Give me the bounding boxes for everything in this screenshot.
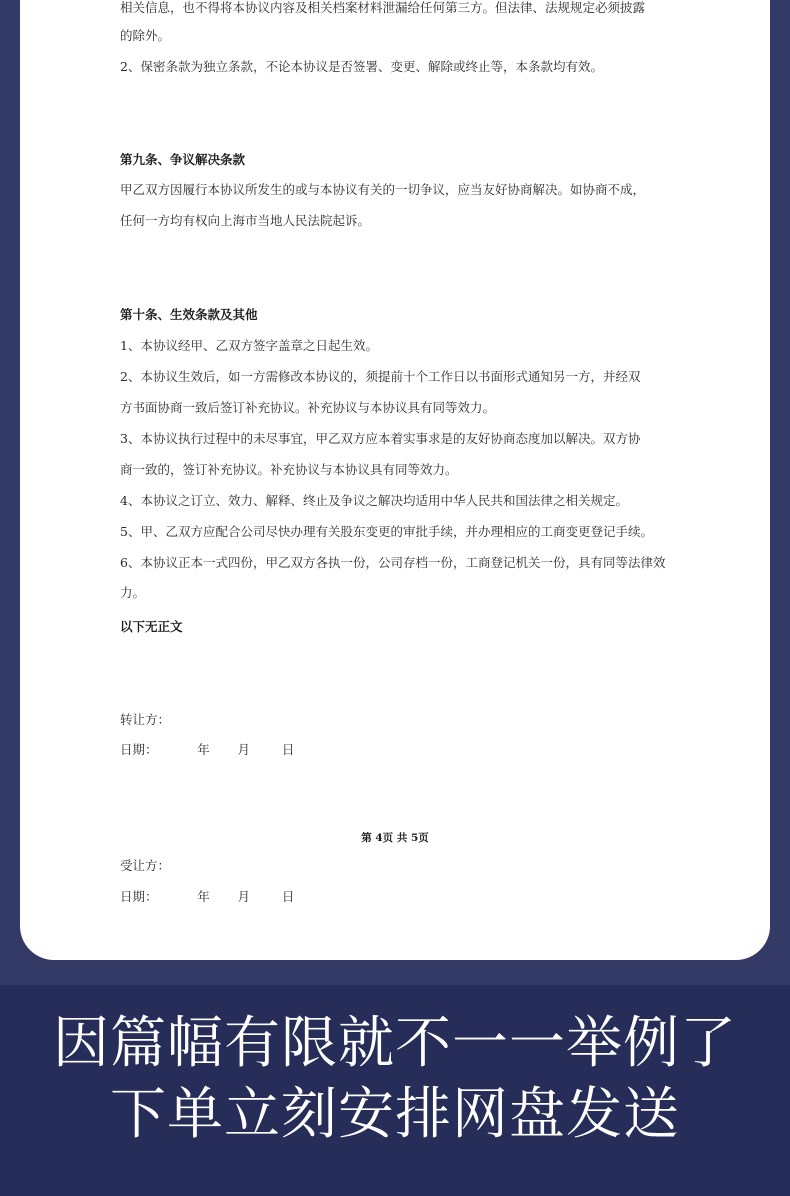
page-number: 第 4页 共 5页 xyxy=(361,832,429,844)
article-10-item: 4、本协议之订立、效力、解释、终止及争议之解决均适用中华人民共和国法律之相关规定。 xyxy=(120,493,628,508)
transferor-date: 日期： 年 月 日 xyxy=(120,742,295,757)
article-10-item: 方书面协商一致后签订补充协议。补充协议与本协议具有同等效力。 xyxy=(120,400,496,415)
article-9-line-1: 甲乙双方因履行本协议所发生的或与本协议有关的一切争议，应当友好协商解决。如协商不成， xyxy=(120,182,646,197)
banner-line-1: 因篇幅有限就不一一举例了 xyxy=(53,1011,737,1076)
article-10-item: 力。 xyxy=(120,585,146,600)
article-10-item: 3、本协议执行过程中的未尽事宜，甲乙双方应本着实事求是的友好协商态度加以解决。双方协 xyxy=(120,431,641,446)
fragment-top-line-2: 的除外。 xyxy=(120,28,171,43)
banner-line-2: 下单立刻安排网盘发送 xyxy=(110,1082,680,1147)
article-10-item: 6、本协议正本一式四份，甲乙双方各执一份，公司存档一份，工商登记机关一份，具有同等法律效 xyxy=(120,555,666,570)
article-9-heading: 第九条、争议解决条款 xyxy=(120,152,246,167)
fragment-top-line-1: 相关信息，也不得将本协议内容及相关档案材料泄漏给任何第三方。但法律、法规规定必须披露 xyxy=(120,0,646,15)
end-note: 以下无正文 xyxy=(120,619,183,634)
article-10-heading: 第十条、生效条款及其他 xyxy=(120,307,258,322)
article-10-item: 商一致的，签订补充协议。补充协议与本协议具有同等效力。 xyxy=(120,462,458,477)
confidentiality-item-2: 2、保密条款为独立条款，不论本协议是否签署、变更、解除或终止等，本条款均有效。 xyxy=(120,59,603,74)
article-10-item: 2、本协议生效后，如一方需修改本协议的，须提前十个工作日以书面形式通知另一方，并经双 xyxy=(120,369,641,384)
article-10-item: 5、甲、乙双方应配合公司尽快办理有关股东变更的审批手续，并办理相应的工商变更登记手续。 xyxy=(120,524,653,539)
transferor-label: 转让方： xyxy=(120,712,171,727)
transferee-label: 受让方： xyxy=(120,858,171,873)
transferee-date: 日期： 年 月 日 xyxy=(120,889,295,904)
article-10-item: 1、本协议经甲、乙双方签字盖章之日起生效。 xyxy=(120,338,378,353)
article-9-line-2: 任何一方均有权向上海市当地人民法院起诉。 xyxy=(120,213,371,228)
